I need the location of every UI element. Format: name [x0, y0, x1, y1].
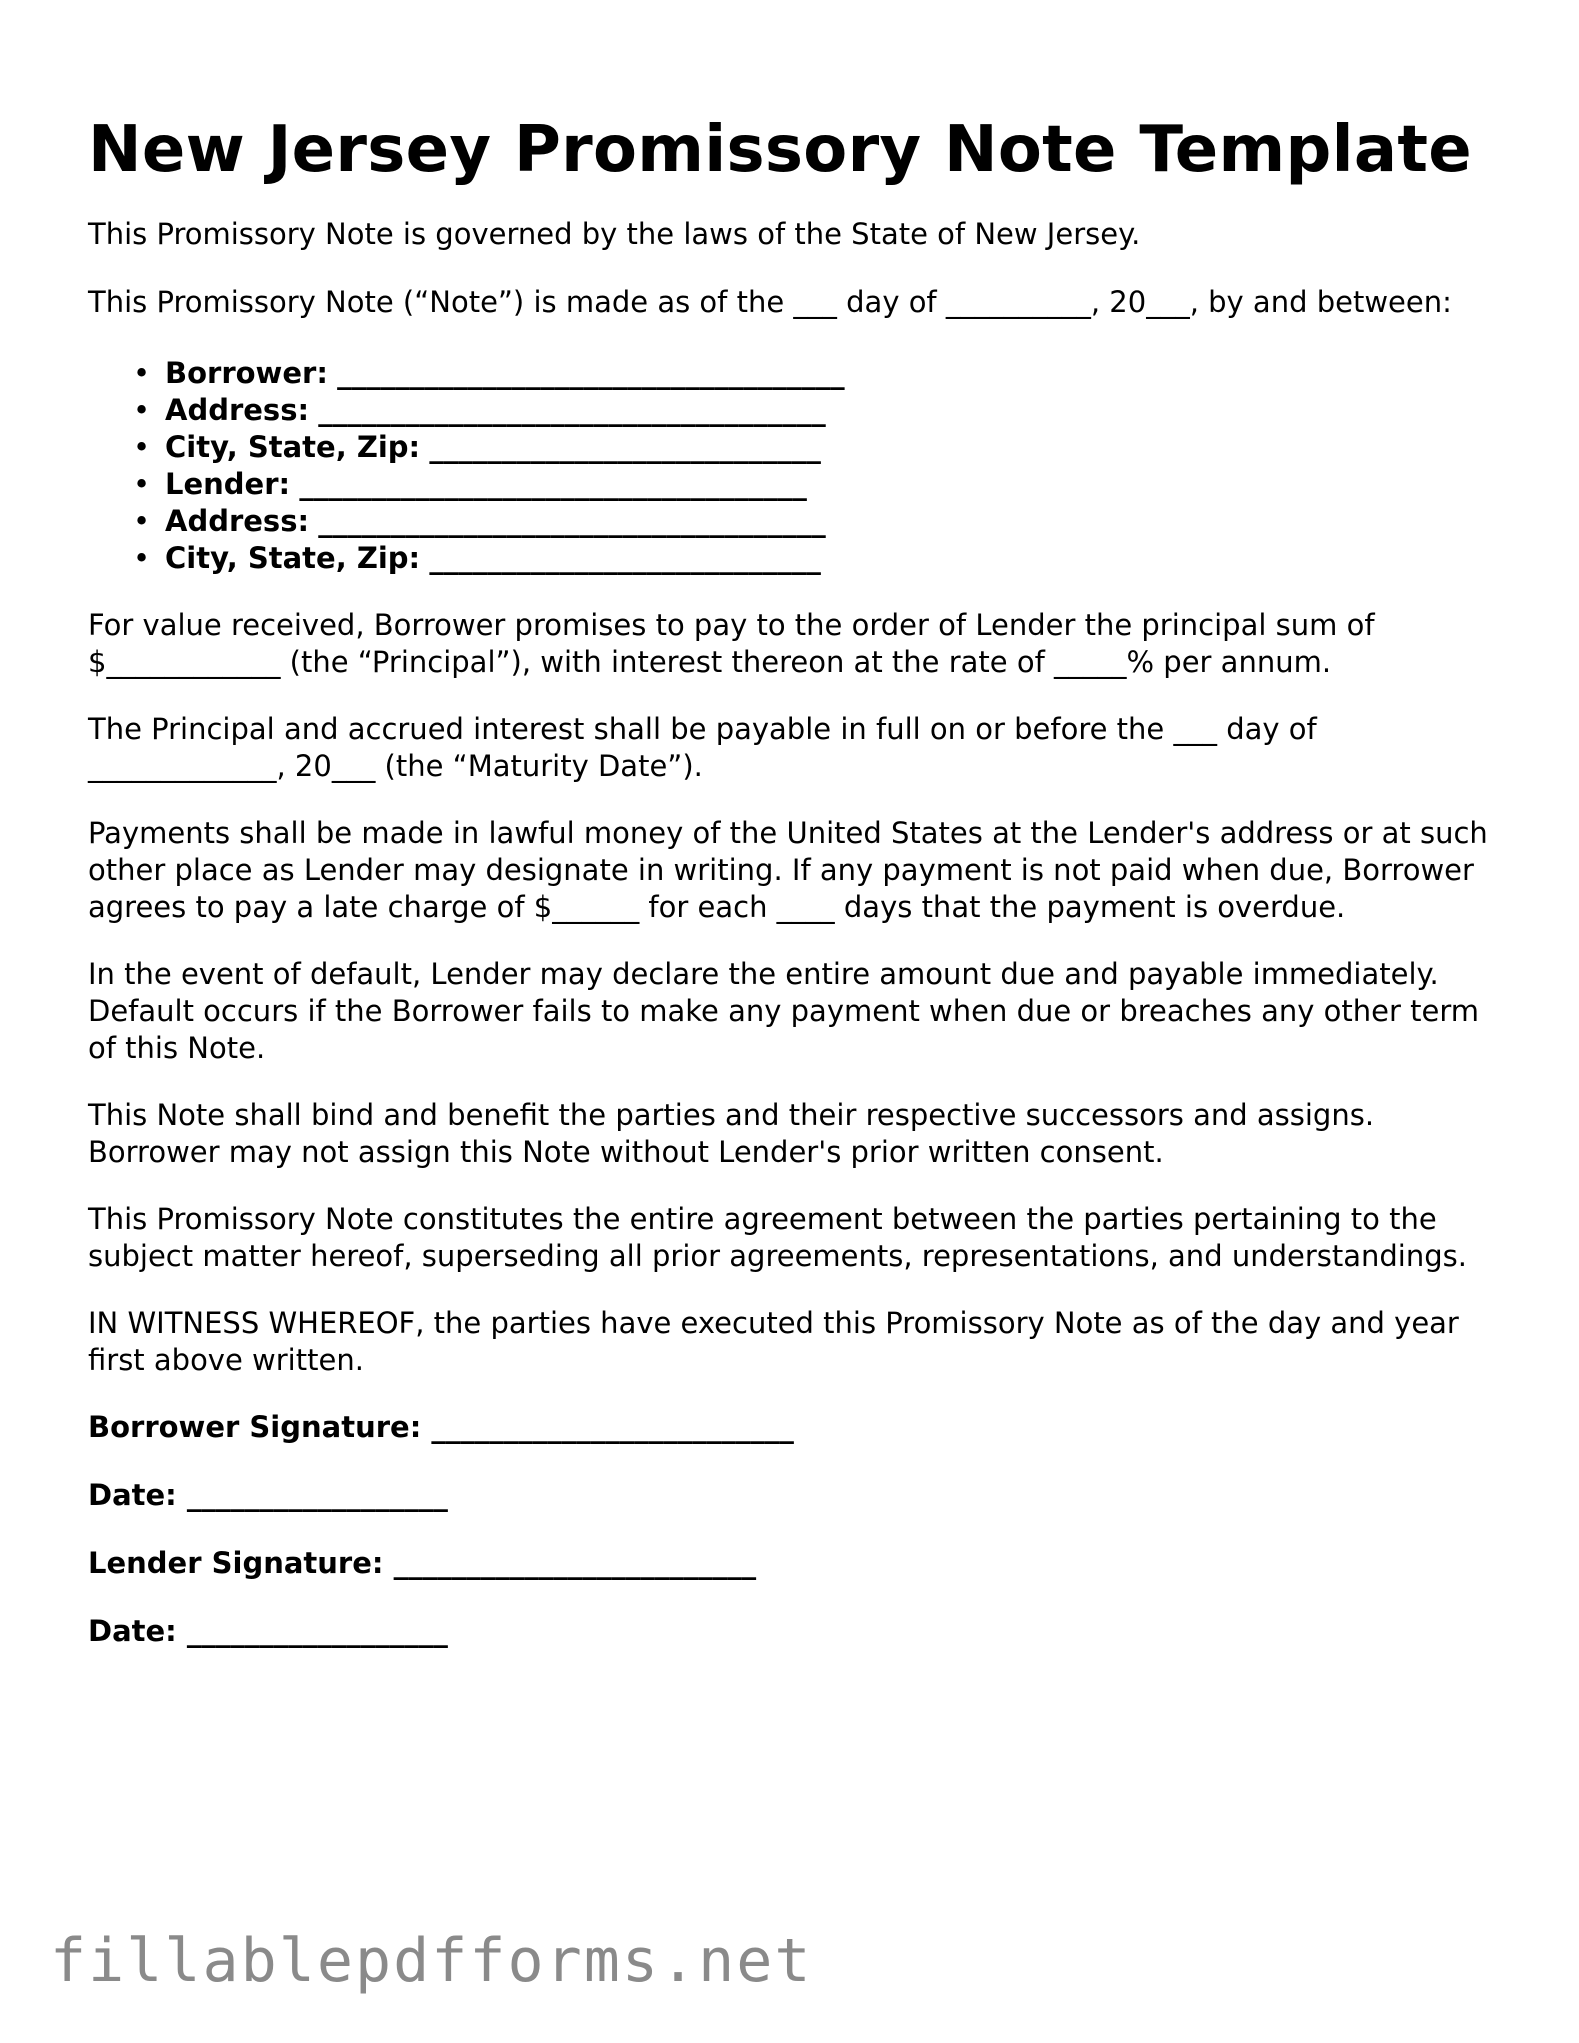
party-label: Borrower: — [165, 356, 328, 390]
party-item-lender-city — [133, 540, 1508, 577]
document-title: New Jersey Promissory Note Template — [88, 113, 1472, 187]
signature-blank-field[interactable]: _________________________ — [431, 1410, 794, 1444]
party-label: Address: — [165, 504, 310, 538]
payments-paragraph: Payments shall be made in lawful money of the United States at the Lender's address or at such other place as Lender may designate in writing. If any payment is not paid when due, Borrower agrees to pay a late charge of $______ for each ____ days that the payment is overdue. — [88, 816, 1488, 924]
bullet-icon: • — [133, 541, 151, 575]
lender-signature-line — [88, 1545, 1508, 1582]
party-label: Address: — [165, 393, 310, 427]
bullet-icon: • — [133, 430, 151, 464]
parties-list — [88, 355, 1508, 577]
party-item-borrower-city — [133, 429, 1508, 466]
document-page — [88, 110, 1508, 1650]
bullet-icon: • — [133, 356, 151, 390]
date-label: Date: — [88, 1478, 177, 1512]
date-made-paragraph: This Promissory Note (“Note”) is made as of the ___ day of __________, 20___, by and between: — [88, 285, 1452, 319]
party-item-lender-address — [133, 503, 1508, 540]
watermark-text: fillablepdfforms.net — [50, 1926, 813, 1996]
maturity-paragraph: The Principal and accrued interest shall be payable in full on or before the ___ day of _____________, 20___ (the “Maturity Date”). — [88, 712, 1317, 783]
witness-paragraph: IN WITNESS WHEREOF, the parties have executed this Promissory Note as of the day and year first above written. — [88, 1306, 1459, 1377]
successors-paragraph: This Note shall bind and benefit the parties and their respective successors and assigns. Borrower may not assign this Note without Lender's prior written consent. — [88, 1098, 1375, 1169]
date-blank-field[interactable]: __________________ — [186, 1614, 448, 1648]
default-paragraph: In the event of default, Lender may declare the entire amount due and payable immediately. Default occurs if the Borrower fails to make any payment when due or breaches any other term of this Note. — [88, 957, 1479, 1065]
party-label: City, State, Zip: — [165, 430, 421, 464]
party-blank-field[interactable]: ___________________________________ — [337, 356, 845, 390]
signature-blank-field[interactable]: _________________________ — [393, 1546, 757, 1580]
governing-law-paragraph: This Promissory Note is governed by the laws of the State of New Jersey. — [88, 217, 1141, 251]
party-label: Lender: — [165, 467, 291, 501]
bullet-icon: • — [133, 467, 151, 501]
party-blank-field[interactable]: ___________________________________ — [318, 393, 826, 427]
party-blank-field[interactable]: ___________________________________ — [318, 504, 826, 538]
party-blank-field[interactable]: ___________________________________ — [299, 467, 807, 501]
lender-date-line — [88, 1613, 1508, 1650]
borrower-date-line — [88, 1477, 1508, 1514]
signature-label: Lender Signature: — [88, 1546, 384, 1580]
entire-agreement-paragraph: This Promissory Note constitutes the entire agreement between the parties pertaining to the subject matter hereof, superseding all prior agreements, representations, and understandings. — [88, 1202, 1467, 1273]
date-blank-field[interactable]: __________________ — [186, 1478, 448, 1512]
date-label: Date: — [88, 1614, 177, 1648]
party-item-borrower — [133, 355, 1508, 392]
party-blank-field[interactable]: ___________________________ — [429, 541, 821, 575]
signature-label: Borrower Signature: — [88, 1410, 422, 1444]
principal-paragraph: For value received, Borrower promises to pay to the order of Lender the principal sum of $____________ (the “Principal”), with interest thereon at the rate of _____% per annum. — [88, 608, 1375, 679]
party-blank-field[interactable]: ___________________________ — [429, 430, 821, 464]
party-item-borrower-address — [133, 392, 1508, 429]
bullet-icon: • — [133, 504, 151, 538]
bullet-icon: • — [133, 393, 151, 427]
borrower-signature-line — [88, 1409, 1508, 1446]
party-item-lender — [133, 466, 1508, 503]
party-label: City, State, Zip: — [165, 541, 421, 575]
